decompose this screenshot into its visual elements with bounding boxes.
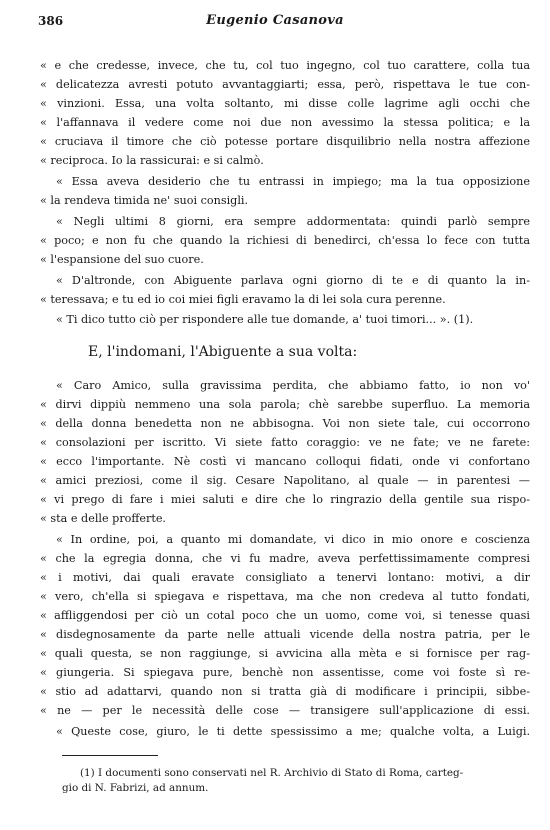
text-line: « Caro Amico, sulla gravissima perdita, che abbiamo fatto, io non vo' xyxy=(56,379,530,392)
footnote-line: (1) I documenti sono conservati nel R. Archivio di Stato di Roma, carteg- xyxy=(80,767,464,779)
text-line: « reciproca. Io la rassicurai: e si calmò. xyxy=(40,154,264,167)
footnote-divider xyxy=(62,755,158,756)
text-line: « l'espansione del suo cuore. xyxy=(40,253,204,266)
text-line: « quali questa, se non raggiunge, si avvicina alla mèta e si fornisce per rag- xyxy=(40,647,530,660)
text-line: « amici preziosi, come il sig. Cesare Napolitano, al quale — in parentesi — xyxy=(40,474,530,487)
page-number: 386 xyxy=(38,14,64,28)
text-line: « i motivi, dai quali eravate consigliato a tenervi lontano: motivi, a dir xyxy=(40,571,530,584)
text-line: « l'affannava il vedere come noi due non avessimo la stessa politica; e la xyxy=(40,116,530,129)
text-line: « vi prego di fare i miei saluti e dire che lo ringrazio della gentile sua rispo- xyxy=(40,493,530,506)
text-line: « ecco l'importante. Nè costì vi mancano colloqui fidati, onde vi confortano xyxy=(40,455,530,468)
text-line: « delicatezza avresti potuto avvantaggiarti; essa, però, rispettava le tue con- xyxy=(40,78,530,91)
text-line: « e che credesse, invece, che tu, col tuo ingegno, col tuo carattere, colla tua xyxy=(40,59,530,72)
text-line: « poco; e non fu che quando la richiesi di benedirci, ch'essa lo fece con tutta xyxy=(40,234,530,247)
text-line: « disdegnosamente da parte nelle attuali vicende della nostra patria, per le xyxy=(40,628,530,641)
text-line: « Ti dico tutto ciò per rispondere alle tue domande, a' tuoi timori... ». (1). xyxy=(56,313,474,326)
text-line: « giungeria. Si spiegava pure, benchè non assentisse, come voi foste sì re- xyxy=(40,666,530,679)
text-line: « che la egregia donna, che vi fu madre, aveva perfettissimamente compresi xyxy=(40,552,530,565)
running-title: Eugenio Casanova xyxy=(206,13,344,28)
footnote-line: gio di N. Fabrizi, ad annum. xyxy=(62,782,209,794)
text-line: « Essa aveva desiderio che tu entrassi in impiego; ma la tua opposizione xyxy=(56,175,530,188)
text-line: « teressava; e tu ed io coi miei figli eravamo la di lei sola cura perenne. xyxy=(40,293,446,306)
text-line: « affliggendosi per ciò un cotal poco che un uomo, come voi, si tenesse quasi xyxy=(40,609,530,622)
text-line: « In ordine, poi, a quanto mi domandate, vi dico in mio onore e coscienza xyxy=(56,533,530,546)
text-line: « della donna benedetta non ne abbisogna. Voi non siete tale, cui occorrono xyxy=(40,417,530,430)
text-line: « stio ad adattarvi, quando non si tratta già di modificare i principii, sibbe- xyxy=(40,685,530,698)
text-line: « Queste cose, giuro, le ti dette spessissimo a me; qualche volta, a Luigi. xyxy=(56,725,530,738)
text-line: « ne — per le necessità delle cose — transigere sull'applicazione di essi. xyxy=(40,704,530,717)
text-line: « D'altronde, con Abiguente parlava ogni giorno di te e di quanto la in- xyxy=(56,274,530,287)
text-line: « cruciava il timore che ciò potesse portare disquilibrio nella nostra affezione xyxy=(40,135,530,148)
section-heading: E, l'indomani, l'Abiguente a sua volta: xyxy=(88,344,358,360)
text-line: « vinzioni. Essa, una volta soltanto, mi disse colle lagrime agli occhi che xyxy=(40,97,530,110)
text-line: « Negli ultimi 8 giorni, era sempre addormentata: quindi parlò sempre xyxy=(56,215,530,228)
text-line: « la rendeva timida ne' suoi consigli. xyxy=(40,194,249,207)
text-line: « vero, ch'ella si spiegava e rispettava, ma che non credeva al tutto fondati, xyxy=(40,590,530,603)
text-line: « consolazioni per iscritto. Vi siete fatto coraggio: ve ne fate; ve ne farete: xyxy=(40,436,530,449)
text-line: « sta e delle profferte. xyxy=(40,512,166,525)
text-line: « dirvi dippiù nemmeno una sola parola; chè sarebbe superfluo. La memoria xyxy=(40,398,530,411)
